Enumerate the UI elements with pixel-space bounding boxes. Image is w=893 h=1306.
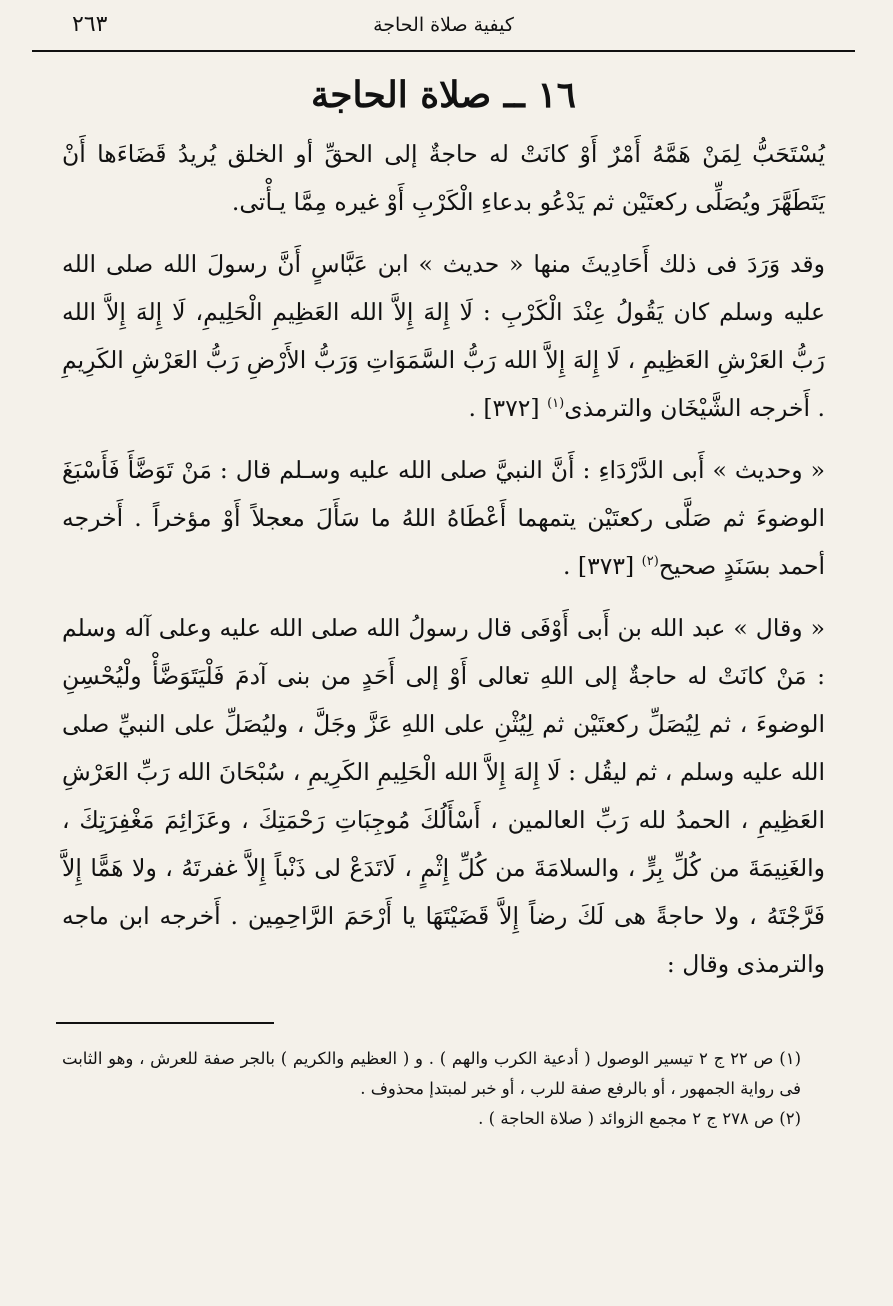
- paragraph-ibn-abbas: [62, 240, 825, 432]
- footnote-marker-1[interactable]: (١): [547, 396, 565, 412]
- footnote-2: (٢) ص ٢٧٨ ج ٢ مجمع الزوائد ( صلاة الحاجة ) .: [478, 1109, 801, 1128]
- paragraph-abu-darda-text: « وحديث » أَبى الدَّرْدَاءِ : أَنَّ النبيَّ صلى الله عليه وسـلم قال : مَنْ تَوَضَّأَ فَأَسْبَغَ الوضوءَ ثم صَلَّى ركعتَيْن يتمهما أَعْطَاهُ اللهُ ما سَأَلَ معجلاً أَوْ مؤخراً . أَخرجه أحمد بسَنَدٍ صحيح: [62, 456, 825, 580]
- paragraph-ibn-abi-awfa-text: « وقال » عبد الله بن أَبى أَوْفَى قال رسولُ الله صلى الله عليه وعلى آله وسلم : مَنْ كانَتْ له حاجةٌ إلى اللهِ تعالى أَوْ إلى أَحَدٍ من بنى آدمَ فَلْيَتَوَضَّأْ ولْيُحْسِنِ الوضوءَ ، ثم لِيُصَلِّ ركعتَيْن ثم لِيُثْنِ على اللهِ عَزَّ وجَلَّ ، وليُصَلِّ على النبيِّ صلى الله عليه وسلم ، ثم ليقُل : لَا إِلهَ إِلاَّ الله الْحَلِيمِ الكَرِيمِ ، سُبْحَانَ الله رَبِّ العَرْشِ العَظِيمِ ، الحمدُ لله رَبِّ العالمين ، أَسْأَلُكَ مُوجِبَاتِ رَحْمَتِكَ ، وعَزَائِمَ مَغْفِرَتِكَ ، والغَنِيمَةَ من كُلِّ بِرٍّ ، والسلامَةَ من كُلِّ إِثْمٍ ، لَاتَدَعْ لى ذَنْباً إِلاَّ غفرتَهُ ، ولا هَمًّا إِلاَّ فَرَّجْتَهُ ، ولا حاجةً هى لَكَ رضاً إِلاَّ قَضَيْتَهَا يا أَرْحَمَ الرَّاحِمِين . أَخرجه ابن ماجه والترمذى وقال :: [62, 614, 825, 978]
- chapter-title: ١٦ ــ صلاة الحاجة: [310, 74, 576, 116]
- footnote-rule: [56, 1022, 274, 1024]
- footnote-separator: [62, 998, 825, 1032]
- running-header-title: كيفية صلاة الحاجة: [373, 14, 514, 36]
- paragraph-intro: [62, 130, 825, 226]
- footnote-1: (١) ص ٢٢ ج ٢ تيسير الوصول ( أدعية الكرب والهم ) . و ( العظيم والكريم ) بالجر صفة للعرش ، وهو الثابت فى رواية الجمهور ، أو بالرفع صفة للرب ، أو خبر لمبتدإ محذوف .: [62, 1049, 801, 1098]
- paragraph-abu-darda: [62, 446, 825, 590]
- running-header: [32, 0, 855, 52]
- paragraph-ibn-abi-awfa: [62, 604, 825, 988]
- footnote-marker-2[interactable]: (٢): [641, 554, 659, 570]
- page-number: ٢٦٣: [72, 12, 108, 37]
- hadith-number-372: [٣٧٢] .: [468, 394, 540, 422]
- paragraph-intro-text: يُسْتَحَبُّ لِمَنْ هَمَّهُ أَمْرٌ أَوْ كانَتْ له حاجةٌ إلى الحقِّ أو الخلق يُريدُ قَضَاءَها أَنْ يَتَطَهَّرَ ويُصَلِّى ركعتَيْن ثم يَدْعُو بدعاءِ الْكَرْبِ أَوْ غيره مِمَّا يـأْتى.: [62, 140, 825, 216]
- paragraph-ibn-abbas-text: وقد وَرَدَ فى ذلك أَحَادِيثَ منها « حديث » ابن عَبَّاسٍ أَنَّ رسولَ الله صلى الله عليه وسلم كان يَقُولُ عِنْدَ الْكَرْبِ : لَا إِلهَ إِلاَّ الله العَظِيمِ الْحَلِيمِ، لَا إِلهَ إِلاَّ الله رَبُّ العَرْشِ العَظِيمِ ، لَا إِلهَ إِلاَّ الله رَبُّ السَّمَوَاتِ وَرَبُّ الأَرْضِ رَبُّ العَرْشِ الكَرِيمِ . أَخرجه الشَّيْخَان والترمذى: [62, 250, 825, 422]
- footnotes: [62, 1044, 825, 1134]
- hadith-number-373: [٣٧٣] .: [562, 552, 635, 580]
